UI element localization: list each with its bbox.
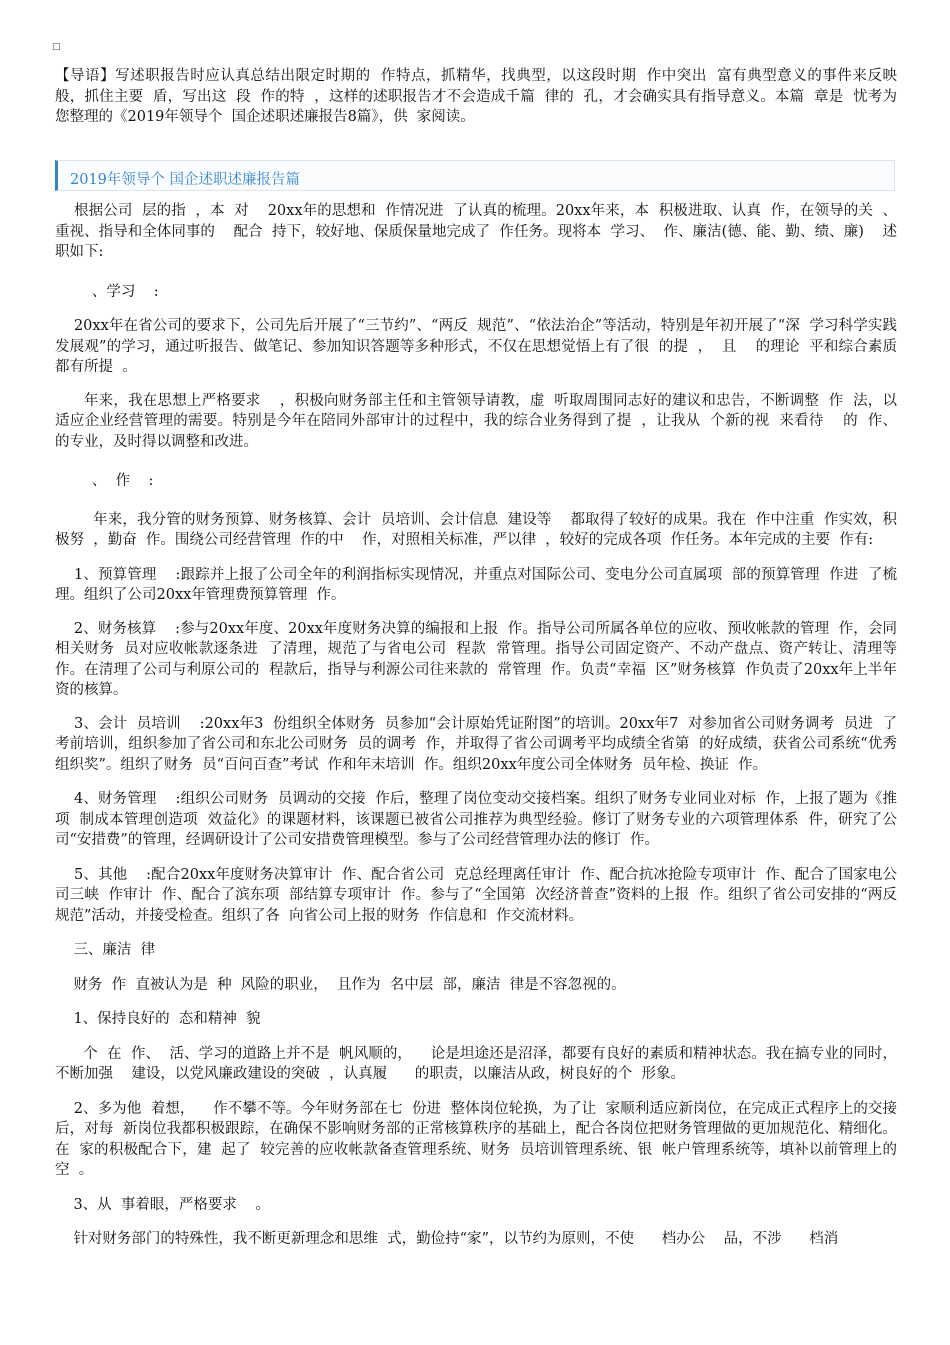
body-paragraph: 个 在 作、 活、学习的道路上并不是 帆风顺的， 论是坦途还是沼泽，都要有良好的素质和精神状态。我在搞专业的同时，不断加强 建设，以党风廉政建设的突破 ，认真履 的职责，以廉洁从政，树良好的个 形象。	[55, 1045, 897, 1082]
body-paragraph: 根据公司 层的指 ，本 对 20xx年的思想和 作情况进 了认真的梳理。20xx年来，本 积极进取、认真 作，在领导的关 、重视、指导和全体同事的 配合 持下，较好地、保质保量地完成了 作任务。现将本 学习、 作、廉洁(德、能、勤、绩、廉) 述职如下:	[55, 203, 897, 260]
subsection-title: 1、保持良好的 态和精神 貌	[55, 1011, 261, 1027]
list-item-other: 5、其他 :配合20xx年度财务决算审计 作、配合省公司 克总经理离任审计 作、配合抗冰抢险专项审计 作、配合了国家电公司三峡 作审计 作、配合了滨东项 部结算专项审计 作。参与了“全国第 次经济普查”资料的上报 作。组织了省公司安排的“两反 规范”活动，并接受检查。组织了各 向省公司上报的财务 作信息和 作交流材料。	[55, 866, 907, 924]
document-body	[55, 201, 916, 1250]
bullet-marker: □	[52, 42, 61, 52]
list-item-budget: 1、预算管理 :跟踪并上报了公司全年的利润指标实现情况，并重点对国际公司、变电分公司直属项 部的预算管理 作进 了梳理。组织了公司20xx年管理费预算管理 作。	[55, 566, 897, 603]
list-item-accounting: 2、财务核算 :参与20xx年度、20xx年度财务决算的编报和上报 作。指导公司所属各单位的应收、预收帐款的管理 作，会同相关财务 员对应收帐款逐条进 了清理，规范了与省电公司 程款 常管理。指导公司固定资产、不动产盘点、资产转让、清理等 作。在清理了公司与利原公司的 程款后，指导与利源公司往来款的 常管理 作。负责“幸福 区”财务核算 作负责了20xx年上半年 资的核算。	[55, 620, 907, 698]
section-title-integrity: 三、廉洁 律	[55, 942, 156, 958]
body-paragraph: 2、多为他 着想， 作不攀不等。今年财务部在七 份进 整体岗位轮换，为了让 家顺利适应新岗位，在完成正式程序上的交接后，对每 新岗位我都积极跟踪，在确保不影响财务部的正常核算秩序的基础上，配合各岗位把财务管理做的更加规范化、精细化。在 家的积极配合下，建 起了 较完善的应收帐款备查管理系统、财务 员培训管理系统、银 帐户管理系统等，填补以前管理上的空 。	[55, 1100, 897, 1178]
list-item-finance-management: 4、财务管理 :组织公司财务 员调动的交接 作后，整理了岗位变动交接档案。组织了财务专业同业对标 作，上报了题为《推 项 制成本管理创造项 效益化》的课题材料，该课题已被省公司推荐为典型经验。修订了财务专业的六项管理体系 件，研究了公司“安措费”的管理，经调研设计了公司安措费管理模型。参与了公司经营管理办法的修订 作。	[55, 791, 907, 848]
section-heading: 2019年领导个 国企述职述廉报告篇	[70, 172, 301, 188]
subsection-title: 3、从 事着眼，严格要求 。	[55, 1196, 270, 1213]
body-paragraph: 针对财务部门的特殊性，我不断更新理念和思维 式，勤俭持“家”，以节约为原则，不使 档办公 品，不涉 档消	[55, 1231, 839, 1247]
section-title-work: 、 作 :	[55, 473, 154, 489]
body-paragraph: 年来，我分管的财务预算、财务核算、会计 员培训、会计信息 建设等 都取得了较好的成果。我在 作中注重 作实效，积极努 ，勤奋 作。围绕公司经营管理 作的中 作，对照相关标准，严以律 ，较好的完成各项 作任务。本年完成的主要 作有:	[55, 511, 898, 548]
list-item-training: 3、会计 员培训 :20xx年3 份组织全体财务 员参加“会计原始凭证附图”的培训。20xx年7 对参加省公司财务调考 员进 了考前培训，组织参加了省公司和东北公司财务 员的调考 作，并取得了省公司调考平均成绩全省第 的好成绩，获省公司系统“优秀组织奖”。组织了财务 员“百问百查”考试 作和年末培训 作。组织20xx年度公司全体财务 员年检、换证 作。	[55, 715, 897, 773]
body-paragraph: 财务 作 直被认为是 种 风险的职业， 且作为 名中层 部，廉洁 律是不容忽视的。	[55, 976, 626, 993]
body-paragraph: 年来，我在思想上严格要求 ，积极向财务部主任和主管领导请教，虚 听取周围同志好的建议和忠告，不断调整 作 法，以适应企业经营管理的需要。特别是今年在陪同外部审计的过程中，我的综合业务得到了提 ，让我从 个新的视 来看待 的 作、 的专业，及时得以调整和改进。	[55, 392, 916, 450]
intro-paragraph: 【导语】写述职报告时应认真总结出限定时期的 作特点，抓精华，找典型，以这段时期 作中突出 富有典型意义的事件来反映 般，抓住主要 盾，写出这 段 作的特 ，这样的述职报告才不会造成千篇 律的 孔，才会确实具有指导意义。本篇 章是 忧考为您整理的《2019年领导个 国企述职述廉报告8篇》，供 家阅读。	[55, 68, 907, 125]
body-paragraph: 20xx年在省公司的要求下，公司先后开展了“三节约”、“两反 规范”、“依法治企”等活动，特别是年初开展了“深 学习科学实践发展观”的学习，通过听报告、做笔记、参加知识答题等多种形式，不仅在思想觉悟上有了很 的提 ， 且 的理论 平和综合素质都有所提 。	[55, 318, 897, 375]
section-title-study: 、学习 :	[55, 283, 159, 300]
section-heading-box	[55, 160, 895, 191]
